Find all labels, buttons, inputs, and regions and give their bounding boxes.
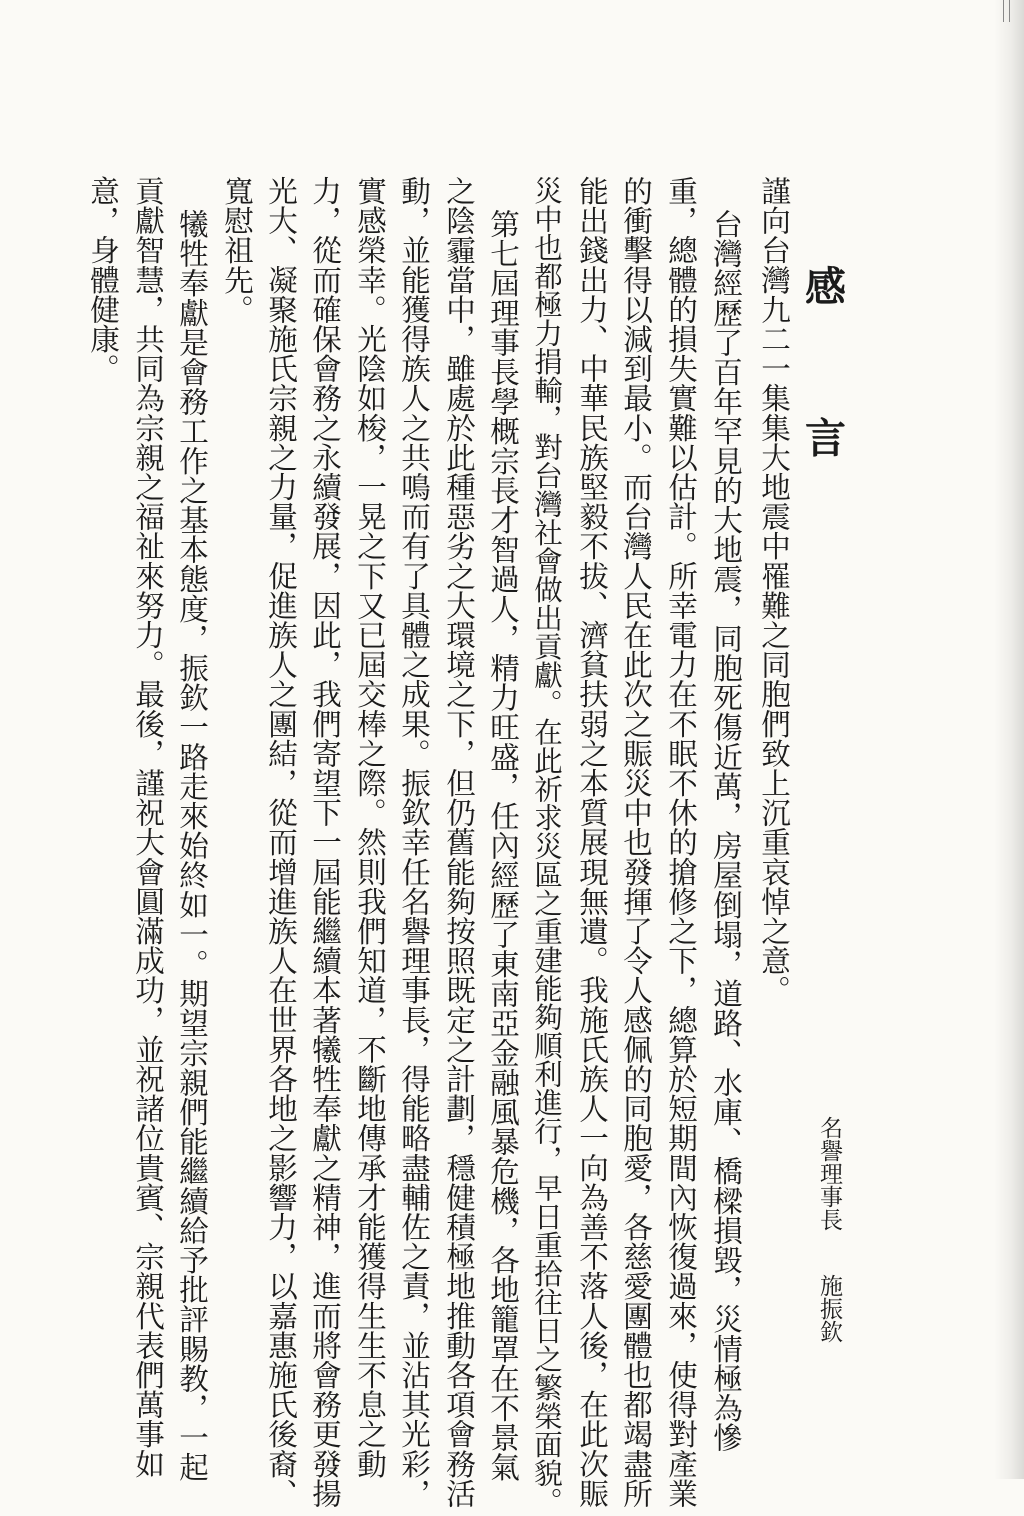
body-column: 光大、凝聚施氏宗親之力量，促進族人之團結，從而增進族人在世界各地之影響力，以嘉惠施氏後裔、 [264,176,298,1508]
body-column: 犧牲奉獻是會務工作之基本態度，振欽一路走來始終如一。期望宗親們能繼續給予批評賜教，一起 [175,209,209,1482]
body-column: 力，從而確保會務之永續發展，因此，我們寄望下一屆能繼續本著犧牲奉獻之精神，進而將會務更發揚 [308,176,342,1508]
edge-mark [1003,0,1004,22]
body-column: 第七屆理事長學概宗長才智過人，精力旺盛，任內經歷了東南亞金融風暴危機，各地籠罩在不景氣 [486,209,520,1482]
body-column: 災中也都極力捐輸，對台灣社會做出貢獻。在此祈求災區之重建能夠順利進行，早日重拾往日之繁榮面貌。 [530,176,563,1516]
body-column: 台灣經歷了百年罕見的大地震，同胞死傷近萬，房屋倒塌，道路、水庫、橋樑損毀，災情極為慘 [709,209,743,1453]
body-column: 實感榮幸。光陰如梭，一晃之下又已屆交棒之際。然則我們知道，不斷地傳承才能獲得生生不息之動 [353,176,387,1479]
body-column: 意，身體健康。 [86,176,120,384]
body-column: 貢獻智慧，共同為宗親之福祉來努力。最後，謹祝大會圓滿成功，並祝諸位貴賓、宗親代表們萬事如 [131,176,165,1479]
body-column: 動，並能獲得族人之共鳴而有了具體之成果。振欽幸任名譽理事長，得能略盡輔佐之責，並沾其光彩， [397,176,431,1508]
body-column: 的衝擊得以減到最小。而台灣人民在此次之賑災中也發揮了令人感佩的同胞愛，各慈愛團體也都竭盡所 [619,176,653,1508]
body-column: 能出錢出力、中華民族堅毅不拔、濟貧扶弱之本質展現無遺。我施氏族人一向為善不落人後，在此次賑 [575,176,609,1508]
body-column: 寬慰祖先。 [220,176,254,324]
body-column: 之陰霾當中，雖處於此種惡劣之大環境之下，但仍舊能夠按照既定之計劃，穩健積極地推動各項會務活 [442,176,476,1508]
body-column: 謹向台灣九二一集集大地震中罹難之同胞們致上沉重哀悼之意。 [757,176,791,1005]
page-title: 感 言 [798,265,846,506]
page-edge-shadow [994,0,1024,1479]
author-signature [814,1116,844,1343]
body-column: 重，總體的損失實難以估計。所幸電力在不眠不休的搶修之下，總算於短期間內恢復過來，使得對產業 [664,176,698,1508]
edge-mark [1009,0,1010,22]
author-name: 施振欽 [816,1274,842,1343]
author-role: 名譽理事長 [816,1116,842,1231]
